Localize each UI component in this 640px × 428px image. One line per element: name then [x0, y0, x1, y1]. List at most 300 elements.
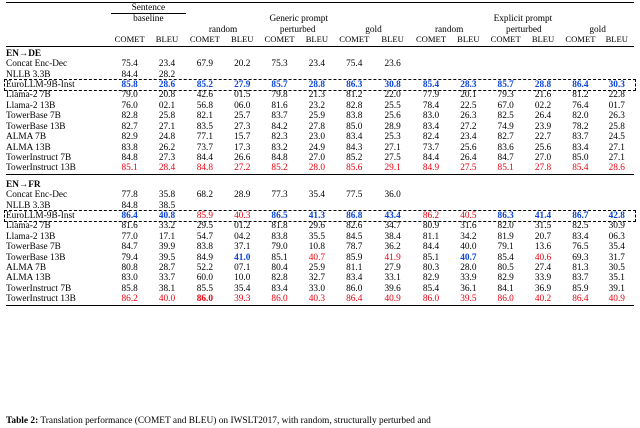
table-cell: 10.8 — [308, 242, 326, 253]
table-row — [6, 153, 634, 163]
table-cell: 02.1 — [158, 100, 176, 111]
table-cell: 84.4 — [422, 242, 440, 253]
table-cell: 83.4 — [422, 121, 440, 132]
table-cell: 25.3 — [384, 132, 401, 143]
table-cell: 28.8 — [534, 80, 552, 91]
table-cell: 84.4 — [196, 152, 213, 163]
table-cell: 81.2 — [572, 90, 589, 101]
table-cell: 83.7 — [271, 111, 288, 122]
table-cell: 33.0 — [308, 283, 326, 294]
table-row — [6, 101, 634, 111]
table-cell: 79.0 — [121, 90, 138, 101]
table-cell: 33.2 — [158, 221, 176, 232]
table-cell: 85.7 — [271, 80, 288, 91]
table-cell: 27.8 — [308, 121, 326, 132]
table-cell: 36.2 — [384, 242, 401, 253]
table-cell: 25.9 — [308, 111, 326, 122]
table-cell: 79.4 — [121, 252, 138, 263]
table-cell: 86.0 — [196, 294, 213, 305]
table-cell — [450, 190, 486, 200]
table-cell: 25.8 — [608, 121, 625, 132]
table-cell: 27.4 — [534, 262, 552, 273]
table-cell: 42.6 — [196, 90, 213, 101]
table-cell: 24.5 — [608, 132, 625, 143]
table-cell: 85.2 — [271, 163, 288, 174]
table-cell: 28.4 — [158, 163, 176, 174]
table-cell: 30.8 — [384, 80, 401, 91]
table-cell — [525, 70, 561, 80]
table-cell — [487, 190, 525, 200]
table-cell: 28.3 — [460, 80, 477, 91]
metric-header: BLEU — [373, 35, 411, 46]
table-cell: 24.8 — [158, 132, 176, 143]
table-row — [6, 232, 634, 242]
table-cell: 84.4 — [422, 152, 440, 163]
table-cell: 83.4 — [346, 273, 363, 284]
table-row — [6, 211, 634, 221]
table-cell: 85.6 — [346, 163, 363, 174]
table-cell: 33.9 — [534, 273, 552, 284]
table-cell: 77.9 — [422, 90, 440, 101]
table-cell: 23.4 — [158, 59, 176, 70]
table-cell: 17.1 — [158, 231, 176, 242]
table-cell: 39.5 — [460, 294, 477, 305]
table-cell: 85.0 — [572, 152, 589, 163]
table-cell: 27.5 — [384, 152, 401, 163]
table-cell: 81.3 — [572, 262, 589, 273]
table-row — [6, 273, 634, 283]
table-cell: 85.8 — [121, 283, 138, 294]
table-cell — [487, 201, 525, 211]
metric-header: BLEU — [299, 35, 335, 46]
table-cell: 27.1 — [608, 142, 625, 153]
table-cell: 83.6 — [497, 142, 514, 153]
row-model-name: ALMA 7B — [6, 262, 47, 273]
table-cell — [260, 70, 298, 80]
table-cell: 30.3 — [608, 80, 625, 91]
table-cell: 85.1 — [497, 163, 514, 174]
table-cell: 75.3 — [271, 59, 288, 70]
table-cell: 85.0 — [346, 121, 363, 132]
table-cell — [561, 201, 599, 211]
table-cell: 38.4 — [384, 231, 401, 242]
table-cell: 02.2 — [534, 100, 552, 111]
table-cell: 83.8 — [271, 231, 288, 242]
table-cell: 41.4 — [534, 210, 552, 221]
table-cell — [335, 201, 373, 211]
table-cell: 27.1 — [158, 121, 176, 132]
table-cell: 39.3 — [234, 294, 251, 305]
table-cell: 83.8 — [346, 111, 363, 122]
table-cell: 85.7 — [497, 80, 514, 91]
table-cell — [186, 70, 224, 80]
table-cell: 28.6 — [608, 163, 625, 174]
table-cell — [450, 201, 486, 211]
table-cell — [412, 201, 450, 211]
table-cell: 35.8 — [158, 190, 176, 201]
table-cell — [450, 70, 486, 80]
header-corner-2 — [6, 14, 111, 25]
subgroup-explicit-gold: gold — [589, 24, 606, 35]
table-cell: 38.1 — [158, 283, 176, 294]
table-cell — [373, 70, 411, 80]
table-cell: 75.4 — [346, 59, 363, 70]
table-cell: 23.6 — [384, 59, 401, 70]
table-row — [6, 132, 634, 142]
table-row — [6, 190, 634, 200]
subgroup-generic-gold: gold — [365, 24, 382, 35]
header-group-row-2 — [6, 14, 634, 25]
group-label-generic: Generic prompt — [269, 14, 329, 25]
table-cell: 26.3 — [608, 111, 625, 122]
table-cell: 10.0 — [234, 273, 251, 284]
table-cell: 82.5 — [497, 111, 514, 122]
table-cell: 83.5 — [196, 121, 213, 132]
table-cell: 73.7 — [196, 142, 213, 153]
table-cell: 40.9 — [608, 294, 625, 305]
table-cell: 82.8 — [121, 111, 138, 122]
table-cell: 84.7 — [121, 242, 138, 253]
table-cell: 35.1 — [608, 273, 625, 284]
section-title: EN→DE — [6, 48, 42, 59]
table-cell: 15.7 — [234, 132, 251, 143]
table-cell — [412, 59, 450, 69]
table-cell: 27.1 — [608, 152, 625, 163]
table-cell: 67.9 — [196, 59, 213, 70]
table-cell — [299, 70, 335, 80]
table-cell: 82.8 — [346, 100, 363, 111]
table-row — [6, 111, 634, 121]
header-corner — [6, 3, 111, 14]
table-caption — [6, 416, 634, 427]
table-cell: 22.0 — [384, 90, 401, 101]
table-cell: 26.4 — [534, 111, 552, 122]
table-cell: 76.4 — [572, 100, 589, 111]
table-cell: 83.4 — [572, 142, 589, 153]
table-cell: 40.3 — [308, 294, 326, 305]
table-cell: 82.7 — [497, 132, 514, 143]
group-header-generic-prompt — [186, 3, 412, 14]
table-cell: 86.3 — [346, 80, 363, 91]
table-cell: 82.3 — [271, 132, 288, 143]
table-cell: 54.7 — [196, 231, 213, 242]
table-cell: 85.1 — [422, 252, 440, 263]
metric-header: COMET — [561, 35, 599, 46]
table-cell — [412, 190, 450, 200]
section-header-row — [6, 46, 634, 59]
table-cell: 86.7 — [572, 210, 589, 221]
table-cell: 83.2 — [271, 142, 288, 153]
table-cell: 01.5 — [234, 90, 251, 101]
table-cell: 41.3 — [308, 210, 326, 221]
row-model-name: TowerInstruct 13B — [6, 163, 76, 174]
table-cell: 84.8 — [271, 152, 288, 163]
table-cell: 28.8 — [308, 80, 326, 91]
table-cell: 77.1 — [196, 132, 213, 143]
table-cell: 85.9 — [346, 252, 363, 263]
table-cell: 25.7 — [234, 111, 251, 122]
table-cell: 81.8 — [271, 221, 288, 232]
metric-header: BLEU — [600, 35, 634, 46]
table-cell: 83.7 — [572, 132, 589, 143]
table-row — [6, 90, 634, 100]
row-model-name: ALMA 7B — [6, 132, 47, 143]
table-cell — [561, 190, 599, 200]
table-cell: 73.7 — [422, 142, 440, 153]
table-cell: 83.4 — [271, 283, 288, 294]
table-cell: 29.1 — [384, 163, 401, 174]
row-model-name: TowerInstruct 7B — [6, 152, 72, 163]
table-cell: 86.0 — [271, 294, 288, 305]
table-cell: 27.3 — [158, 152, 176, 163]
table-cell: 82.0 — [497, 221, 514, 232]
subgroup-explicit-random: random — [434, 24, 464, 35]
table-cell — [373, 201, 411, 211]
table-cell: 82.8 — [271, 273, 288, 284]
table-cell: 84.8 — [196, 163, 213, 174]
row-model-name: Llama-2 13B — [6, 231, 56, 242]
table-cell: 76.0 — [121, 100, 138, 111]
table-row — [6, 263, 634, 273]
header-group-row — [6, 3, 634, 14]
table-cell: 85.2 — [196, 80, 213, 91]
table-cell: 86.4 — [121, 210, 138, 221]
table-cell: 27.9 — [234, 80, 251, 91]
table-cell: 86.2 — [121, 294, 138, 305]
table-row — [6, 143, 634, 153]
table-cell: 37.1 — [234, 242, 251, 253]
row-model-name: Concat Enc-Dec — [6, 59, 68, 70]
row-model-name: EuroLLM-9B-Inst — [6, 80, 75, 91]
table-cell: 40.2 — [534, 294, 552, 305]
table-row — [6, 253, 634, 263]
table-row — [6, 122, 634, 132]
table-cell: 25.6 — [384, 111, 401, 122]
table-cell: 40.5 — [460, 210, 477, 221]
header-metric-row — [6, 35, 634, 46]
subgroup-generic-random: random — [208, 24, 238, 35]
table-cell: 26.6 — [234, 152, 251, 163]
table-page — [0, 2, 640, 428]
table-cell: 86.4 — [572, 294, 589, 305]
table-cell: 04.2 — [234, 231, 251, 242]
table-cell: 81.6 — [121, 221, 138, 232]
results-table — [6, 2, 634, 307]
table-cell: 86.2 — [422, 210, 440, 221]
row-model-name: Llama-2 7B — [6, 221, 51, 232]
table-cell: 80.8 — [121, 262, 138, 273]
table-cell: 36.9 — [534, 283, 552, 294]
table-cell: 35.4 — [308, 190, 326, 201]
table-cell: 83.8 — [196, 242, 213, 253]
table-cell: 38.5 — [158, 200, 176, 211]
table-cell: 84.8 — [121, 200, 138, 211]
table-cell: 23.0 — [308, 132, 326, 143]
table-cell: 32.7 — [308, 273, 326, 284]
table-cell — [525, 59, 561, 69]
table-row — [6, 242, 634, 252]
table-cell: 20.7 — [534, 231, 552, 242]
table-cell: 40.9 — [384, 294, 401, 305]
table-cell: 28.0 — [308, 163, 326, 174]
table-cell: 82.0 — [572, 111, 589, 122]
table-cell: 35.4 — [608, 242, 625, 253]
table-cell: 85.9 — [196, 210, 213, 221]
table-cell: 82.5 — [572, 221, 589, 232]
table-cell: 84.8 — [121, 152, 138, 163]
table-cell — [600, 59, 634, 69]
table-cell: 22.8 — [608, 90, 625, 101]
row-model-name: EuroLLM-9B-Inst — [6, 210, 75, 221]
table-cell — [412, 70, 450, 80]
table-cell: 82.6 — [346, 221, 363, 232]
table-cell: 33.9 — [460, 273, 477, 284]
table-cell — [299, 201, 335, 211]
table-cell: 83.0 — [121, 273, 138, 284]
table-cell: 23.9 — [534, 121, 552, 132]
table-cell — [260, 201, 298, 211]
table-cell: 84.4 — [121, 69, 138, 80]
table-cell: 60.0 — [196, 273, 213, 284]
table-cell: 35.5 — [308, 231, 326, 242]
group-label-explicit: Explicit prompt — [493, 14, 553, 25]
table-cell: 27.8 — [534, 163, 552, 174]
table-cell: 56.8 — [196, 100, 213, 111]
table-cell: 30.9 — [608, 221, 625, 232]
row-model-name: TowerBase 13B — [6, 252, 66, 263]
table-cell: 82.9 — [497, 273, 514, 284]
metric-header: COMET — [412, 35, 450, 46]
group-header-sentence-baseline — [111, 3, 186, 14]
table-cell: 78.2 — [572, 121, 589, 132]
table-cell: 86.4 — [346, 294, 363, 305]
table-cell: 83.7 — [572, 273, 589, 284]
table-cell — [525, 190, 561, 200]
table-cell: 35.4 — [234, 283, 251, 294]
header-corner-3 — [6, 25, 111, 35]
table-cell: 85.4 — [497, 252, 514, 263]
table-cell: 29.6 — [308, 221, 326, 232]
table-cell: 79.0 — [271, 242, 288, 253]
table-cell: 30.5 — [608, 262, 625, 273]
table-cell — [600, 70, 634, 80]
table-cell: 68.2 — [196, 190, 213, 201]
table-cell: 84.3 — [346, 142, 363, 153]
metric-header: COMET — [111, 35, 148, 46]
table-cell: 22.5 — [460, 100, 477, 111]
table-cell: 81.2 — [346, 90, 363, 101]
table-cell — [561, 70, 599, 80]
metric-header: BLEU — [224, 35, 260, 46]
table-cell: 84.9 — [196, 252, 213, 263]
table-cell: 78.7 — [346, 242, 363, 253]
subgroup-generic-perturbed: perturbed — [279, 24, 316, 35]
group-label-baseline-2: baseline — [133, 14, 164, 25]
table-cell: 85.8 — [121, 80, 138, 91]
table-cell: 80.4 — [271, 262, 288, 273]
row-model-name: TowerBase 7B — [6, 111, 61, 122]
caption-text: Translation performance (COMET and BLEU) on IWSLT2017, with random, structurally perturbed and — [38, 416, 431, 427]
table-cell: 83.8 — [121, 142, 138, 153]
table-cell: 39.6 — [384, 283, 401, 294]
table-cell: 78.4 — [422, 100, 440, 111]
table-row — [6, 201, 634, 211]
table-cell: 83.0 — [422, 111, 440, 122]
table-cell: 40.0 — [460, 242, 477, 253]
table-cell: 28.9 — [234, 190, 251, 201]
table-cell: 23.4 — [460, 132, 477, 143]
table-cell: 01.2 — [234, 221, 251, 232]
table-cell: 27.1 — [384, 142, 401, 153]
table-cell: 06.3 — [608, 231, 625, 242]
table-cell: 84.7 — [497, 152, 514, 163]
row-model-name: Concat Enc-Dec — [6, 190, 68, 201]
table-cell: 85.4 — [422, 80, 440, 91]
row-model-name: NLLB 3.3B — [6, 200, 51, 211]
table-cell: 85.4 — [572, 163, 589, 174]
metric-header: BLEU — [450, 35, 486, 46]
table-cell: 27.0 — [534, 152, 552, 163]
table-row — [6, 59, 634, 69]
row-model-name: Llama-2 13B — [6, 100, 56, 111]
metric-header: COMET — [335, 35, 373, 46]
section-title: EN→FR — [6, 179, 41, 190]
table-cell: 07.1 — [234, 262, 251, 273]
group-header-explicit-prompt — [412, 3, 634, 14]
table-cell: 81.1 — [346, 262, 363, 273]
table-cell: 86.8 — [346, 210, 363, 221]
table-cell: 79.8 — [271, 90, 288, 101]
table-cell: 27.5 — [460, 163, 477, 174]
table-cell: 84.2 — [271, 121, 288, 132]
table-cell: 85.4 — [422, 283, 440, 294]
table-cell: 17.3 — [234, 142, 251, 153]
table-cell: 25.6 — [460, 142, 477, 153]
table-cell: 36.0 — [384, 190, 401, 201]
table-cell: 39.5 — [158, 252, 176, 263]
table-cell: 27.2 — [460, 121, 477, 132]
table-row — [6, 284, 634, 294]
table-cell: 27.9 — [384, 262, 401, 273]
table-bottom-rule-row — [6, 305, 634, 307]
table-cell — [224, 201, 260, 211]
table-cell: 28.9 — [384, 121, 401, 132]
table-cell: 23.2 — [308, 100, 326, 111]
table-cell: 81.6 — [271, 100, 288, 111]
table-cell — [450, 59, 486, 69]
table-cell: 25.5 — [384, 100, 401, 111]
table-cell: 28.7 — [158, 262, 176, 273]
table-cell — [335, 70, 373, 80]
metric-header: COMET — [487, 35, 525, 46]
row-model-name: ALMA 13B — [6, 273, 51, 284]
group-label-line1: Sentence — [131, 3, 166, 13]
metric-header: COMET — [260, 35, 298, 46]
table-bottom-rule — [6, 305, 634, 307]
table-cell: 75.4 — [121, 59, 138, 70]
table-cell: 85.9 — [572, 283, 589, 294]
table-cell: 77.5 — [346, 190, 363, 201]
table-cell: 26.3 — [460, 111, 477, 122]
table-cell: 28.2 — [158, 69, 176, 80]
table-cell: 86.0 — [422, 294, 440, 305]
table-cell: 23.4 — [308, 59, 326, 70]
table-cell: 85.1 — [121, 163, 138, 174]
table-cell: 77.8 — [121, 190, 138, 201]
table-row — [6, 163, 634, 174]
table-cell: 43.4 — [384, 210, 401, 221]
table-cell — [224, 70, 260, 80]
